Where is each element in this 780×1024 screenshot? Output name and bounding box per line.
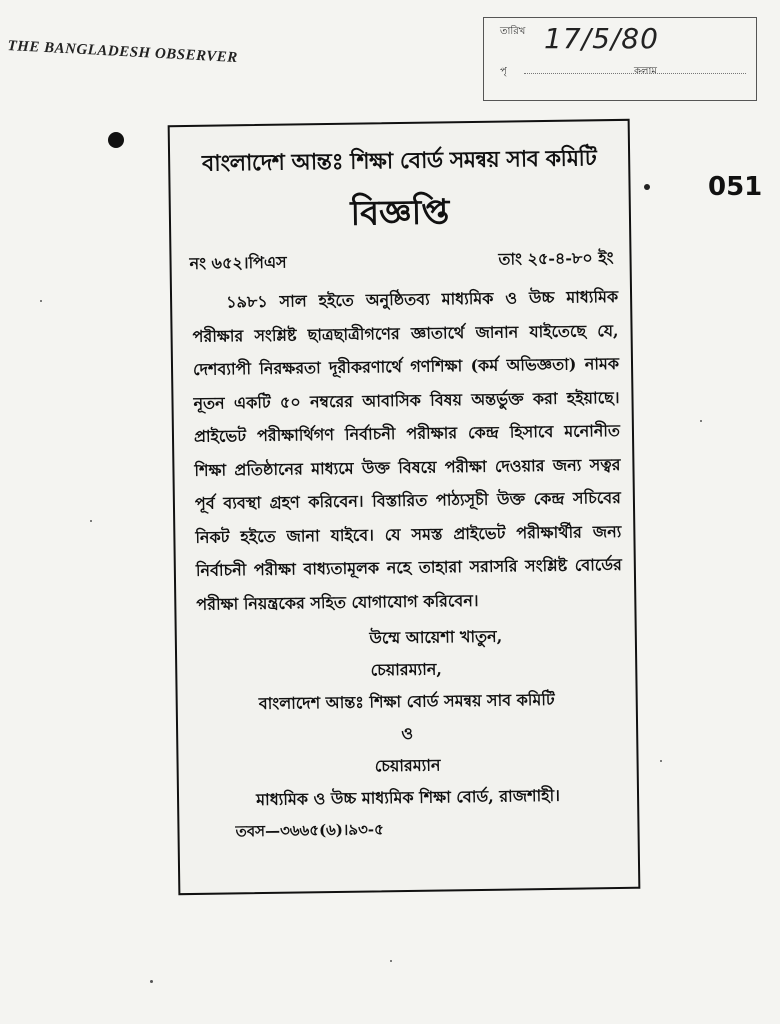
speck bbox=[660, 760, 662, 762]
notice-heading: বাংলাদেশ আন্তঃ শিক্ষা বোর্ড সমন্বয় সাব কমিটি bbox=[201, 145, 597, 177]
organization-1: বাংলাদেশ আন্তঃ শিক্ষা বোর্ড সমন্বয় সাব কমিটি bbox=[258, 689, 555, 714]
speck bbox=[40, 300, 42, 302]
speck bbox=[390, 960, 392, 962]
conjunction: ও bbox=[401, 723, 414, 744]
advertisement-reference: তবস—৩৬৬৫(৬)।৯৩-৫ bbox=[235, 820, 384, 841]
organization-2: মাধ্যমিক ও উচ্চ মাধ্যমিক শিক্ষা বোর্ড, রাজশাহী। bbox=[256, 785, 561, 810]
notice-reference-line bbox=[189, 245, 613, 278]
stamp-dotted-line bbox=[524, 73, 746, 74]
ink-dot bbox=[644, 184, 650, 190]
designation-chairman-2: চেয়ারম্যান bbox=[374, 755, 441, 776]
signatory-name: উম্মে আয়েশা খাতুন, bbox=[369, 626, 503, 648]
stamp-date-label: তারিখ bbox=[500, 26, 526, 37]
punch-hole-mark bbox=[108, 132, 124, 148]
stamp-date-value: 17/5/80 bbox=[544, 22, 659, 55]
stamp-column-label: কলাম bbox=[634, 66, 657, 77]
speck bbox=[700, 420, 702, 422]
reference-date: তাং ২৫-৪-৮০ ইং bbox=[498, 248, 614, 269]
notice-title: বিজ্ঞপ্তি bbox=[350, 192, 450, 234]
notice-clipping bbox=[168, 119, 641, 895]
speck bbox=[90, 520, 92, 522]
designation-chairman-1: চেয়ারম্যান, bbox=[370, 659, 443, 680]
page-number: 051 bbox=[708, 172, 763, 202]
reference-number: নং ৬৫২।পিএস bbox=[189, 252, 287, 273]
newspaper-name: THE BANGLADESH OBSERVER bbox=[7, 38, 239, 67]
stamp-page-label: পৃ bbox=[500, 66, 507, 77]
notice-body: ১৯৮১ সাল হইতে অনুষ্ঠিতব্য মাধ্যমিক ও উচ্চ মাধ্যমিক পরীক্ষার সংশ্লিষ্ট ছাত্রছাত্রীগণের জ্ঞাতার্থে জানান যাইতেছে যে, দেশব্যাপী নিরক্ষরতা দূরীকরণার্থে গণশিক্ষা (কর্ম অভিজ্ঞতা) নামক নূতন একটি ৫০ নম্বরের আবাসিক বিষয় অন্তর্ভুক্ত করা হইয়াছে। প্রাইভেট পরীক্ষার্থিগণ নির্বাচনী পরীক্ষার কেন্দ্র হিসাবে মনোনীত শিক্ষা প্রতিষ্ঠানের মাধ্যমে উক্ত বিষয়ে পরীক্ষা দেওয়ার জন্য সত্বর পূর্ব ব্যবস্থা গ্রহণ করিবেন। বিস্তারিত পাঠ্যসূচী উক্ত কেন্দ্র সচিবের নিকট হইতে জানা যাইবে। যে সমস্ত প্রাইভেট পরীক্ষার্থীর জন্য নির্বাচনী পরীক্ষা বাধ্যতামূলক নহে তাহারা সরাসরি সংশ্লিষ্ট বোর্ডের পরীক্ষা নিয়ন্ত্রকের সহিত যোগাযোগ করিবেন। bbox=[192, 286, 622, 614]
speck bbox=[150, 980, 153, 983]
clipping-stamp bbox=[483, 17, 757, 101]
